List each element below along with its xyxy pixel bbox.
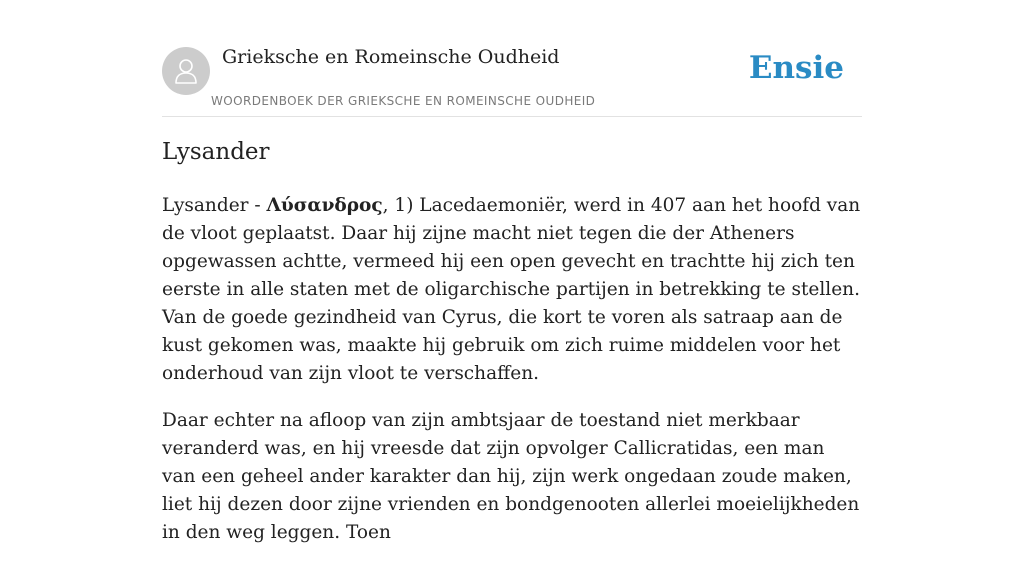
paragraph-1	[162, 192, 862, 388]
source-title[interactable]: Grieksche en Romeinsche Oudheid	[222, 46, 560, 68]
source-avatar[interactable]	[162, 47, 210, 95]
ensie-logo[interactable]: Ensie	[748, 50, 844, 86]
source-header	[162, 0, 862, 117]
paragraph-1-prefix: Lysander -	[162, 195, 267, 216]
paragraph-2: Daar echter na afloop van zijn ambtsjaar de toestand niet merkbaar veranderd was, en hij vreesde dat zijn opvolger Callicratidas, een man van een geheel ander karakter dan hij, zijn werk ongedaan zoude maken, liet hij dezen door zijne vrienden en bondgenooten allerlei moeielijkheden in den weg leggen. Toen	[162, 410, 860, 543]
paragraph-1-text: , 1) Lacedaemoniër, werd in 407 aan het hoofd van de vloot geplaatst. Daar hij zijne macht niet tegen die der Atheners opgewassen achtte, vermeed hij een open gevecht en trachtte hij zich ten eerste in alle staten met de oligarchische partijen in betrekking te stellen. Van de goede gezindheid van Cyrus, die kort te voren als satraap aan de kust gekomen was, maakte hij gebruik om zich ruime middelen voor het onderhoud van zijn vloot te verschaffen.	[162, 195, 861, 384]
greek-term: Λύσανδρος	[266, 195, 383, 216]
user-icon	[171, 56, 201, 86]
article-title: Lysander	[162, 139, 270, 165]
source-subtitle[interactable]: WOORDENBOEK DER GRIEKSCHE EN ROMEINSCHE OUDHEID	[211, 94, 596, 108]
article-body	[162, 192, 862, 566]
